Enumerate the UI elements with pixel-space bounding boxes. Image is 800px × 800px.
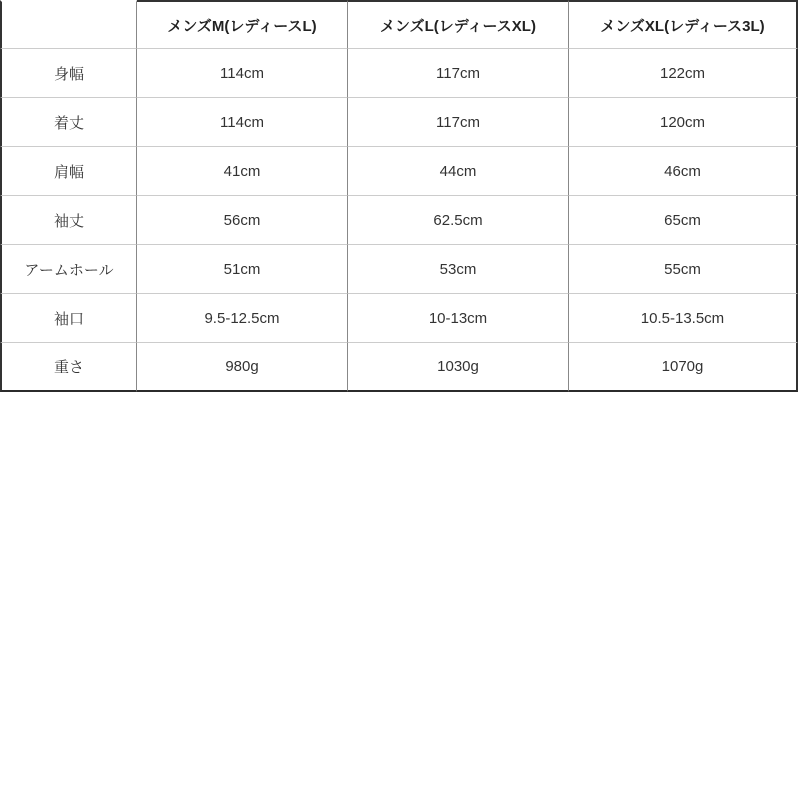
size-chart-header [0, 0, 798, 49]
table-row-body-width [0, 49, 798, 98]
row-label: 袖口 [0, 294, 137, 343]
table-cell: 44cm [348, 147, 569, 196]
table-cell: 56cm [137, 196, 348, 245]
table-cell: 62.5cm [348, 196, 569, 245]
row-label: 着丈 [0, 98, 137, 147]
column-header-mens-xl: メンズXL(レディース3L) [569, 0, 798, 49]
table-cell: 1030g [348, 343, 569, 392]
table-cell: 65cm [569, 196, 798, 245]
row-label: 肩幅 [0, 147, 137, 196]
table-cell: 114cm [137, 49, 348, 98]
table-cell: 41cm [137, 147, 348, 196]
table-cell: 55cm [569, 245, 798, 294]
table-cell: 980g [137, 343, 348, 392]
column-header-mens-l: メンズL(レディースXL) [348, 0, 569, 49]
row-label: アームホール [0, 245, 137, 294]
table-cell: 114cm [137, 98, 348, 147]
table-cell: 46cm [569, 147, 798, 196]
table-cell: 51cm [137, 245, 348, 294]
header-row [0, 0, 798, 49]
table-row-sleeve-length [0, 196, 798, 245]
table-cell: 53cm [348, 245, 569, 294]
row-label: 重さ [0, 343, 137, 392]
table-cell: 117cm [348, 98, 569, 147]
table-row-weight [0, 343, 798, 392]
table-cell: 10-13cm [348, 294, 569, 343]
table-cell: 10.5-13.5cm [569, 294, 798, 343]
column-header-mens-m: メンズM(レディースL) [137, 0, 348, 49]
table-row-shoulder-width [0, 147, 798, 196]
size-chart-body [0, 49, 798, 392]
table-cell: 122cm [569, 49, 798, 98]
row-label: 袖丈 [0, 196, 137, 245]
table-cell: 120cm [569, 98, 798, 147]
table-row-length [0, 98, 798, 147]
corner-cell [0, 0, 137, 49]
row-label: 身幅 [0, 49, 137, 98]
table-cell: 1070g [569, 343, 798, 392]
size-chart-table [0, 0, 798, 392]
table-row-armhole [0, 245, 798, 294]
table-row-cuff [0, 294, 798, 343]
table-cell: 9.5-12.5cm [137, 294, 348, 343]
table-cell: 117cm [348, 49, 569, 98]
